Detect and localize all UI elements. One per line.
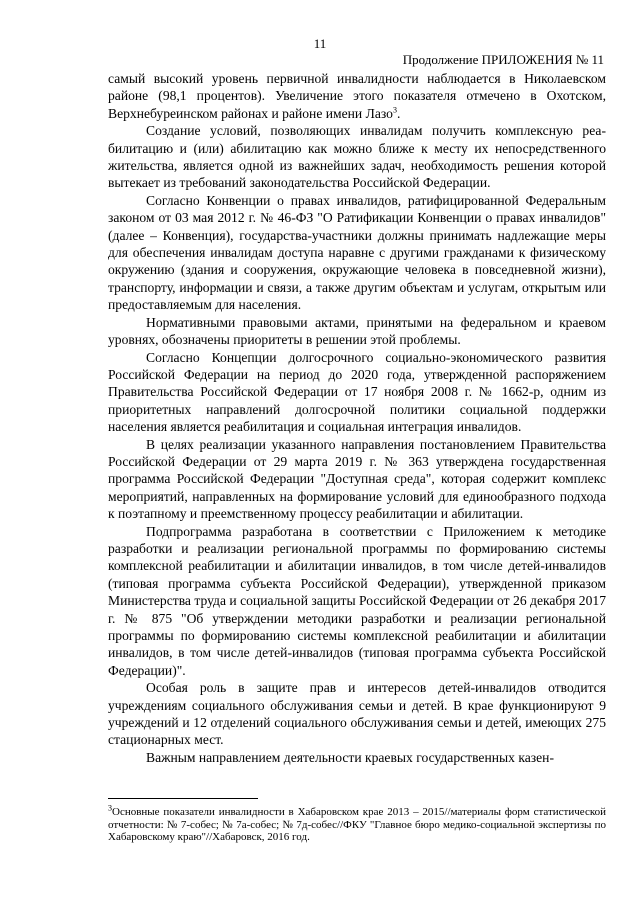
appendix-continuation-header: Продолжение ПРИЛОЖЕНИЯ № 11 (402, 52, 604, 67)
paragraph-6: В целях реализации указанного направления постановлением Правительства Российской Федерации от 29 марта 2019 г. № 363 утверждена государственная программа Российской Федерации "Доступная среда", которая содержит комплекс мероприятий, направленных на формирование условий для единообразного подхода к поэтапному и преемственному процессу реабилитации и абилитации. (108, 436, 606, 522)
paragraph-1 (108, 70, 606, 122)
paragraph-8: Особая роль в защите прав и интересов детей-инвалидов отводится учреждениям социального обслуживания семьи и детей. В крае функционируют 9 учреждений и 12 отделений социального обслуживания семьи и детей, имеющих 275 стационарных мест. (108, 680, 606, 748)
footnote-mark: 3 (108, 803, 112, 813)
paragraph-3: Согласно Конвенции о правах инвалидов, ратифицированной Федеральным законом от 03 мая 2012 г. № 46-ФЗ "О Ратификации Конвенции о правах инвалидов" (далее – Конвенция), государства-участники должны принимать надлежащие меры для обеспечения инвалидам доступа наравне с другими гражданами к физическому окружению (здания и сооружения, окружающие человека в повседневной жизни), транспорту, информации и связи, а также другим объектам и услугам, открытым или предоставляемым для населения. (108, 192, 606, 313)
footnote (108, 803, 606, 844)
page-number: 11 (313, 36, 327, 51)
footnote-separator (108, 798, 258, 799)
paragraph-2: Создание условий, позволяющих инвалидам получить комплексную реабилитацию и (или) абилитацию как можно ближе к месту их непосредственного жительства, является одной из важнейших задач, необходимость решения которой вытекает из требований законодательства Российской Федерации. (108, 123, 606, 191)
paragraph-5: Согласно Концепции долгосрочного социально-экономического развития Российской Федерации на период до 2020 года, утвержденной распоряжением Правительства Российской Федерации от 17 ноября 2008 г. № 1662-р, одним из приоритетных направлений долгосрочной политики социальной поддержки населения является реабилитация и социальная интеграция инвалидов. (108, 349, 606, 435)
footnote-reference: 3 (392, 105, 397, 115)
paragraph-9: Важным направлением деятельности краевых государственных казен- (146, 749, 554, 765)
paragraph-7: Подпрограмма разработана в соответствии с Приложением к методике разработки и реализации региональной программы по формированию системы комплексной реабилитации и абилитации инвалидов, в том числе детей-инвалидов (типовая программа субъекта Российской Федерации), утвержденной приказом Министерства труда и социальной защиты Российской Федерации от 26 декабря 2017 г. № 875 "Об утверждении методики разработки и реализации региональной программы по формированию системы комплексной реабилитации и абилитации инвалидов, в том числе детей-инвалидов (типовая программа субъекта Российской Федерации)". (108, 523, 606, 678)
footnote-text: Основные показатели инвалидности в Хабаровском крае 2013 – 2015//материалы форм статистической отчетности: № 7-собес; № 7а-собес; № 7д-собес//ФКУ "Главное бюро медико-социальной экспертизы по Хабаровскому краю"//Хабаровск, 2016 год. (108, 806, 606, 844)
paragraph-tail: . (396, 105, 401, 121)
paragraph-4: Нормативными правовыми актами, принятыми на федеральном и краевом уровнях, обозначены приоритеты в решении этой проблемы. (108, 314, 606, 348)
body-text (108, 70, 606, 766)
paragraph-text: самый высокий уровень первичной инвалидности наблюдается в Николаевском районе (98,1 процентов). Увеличение этого показателя отмечено в Охотском, Верхнебуреинском районах и районе имени Лазо (108, 71, 606, 121)
